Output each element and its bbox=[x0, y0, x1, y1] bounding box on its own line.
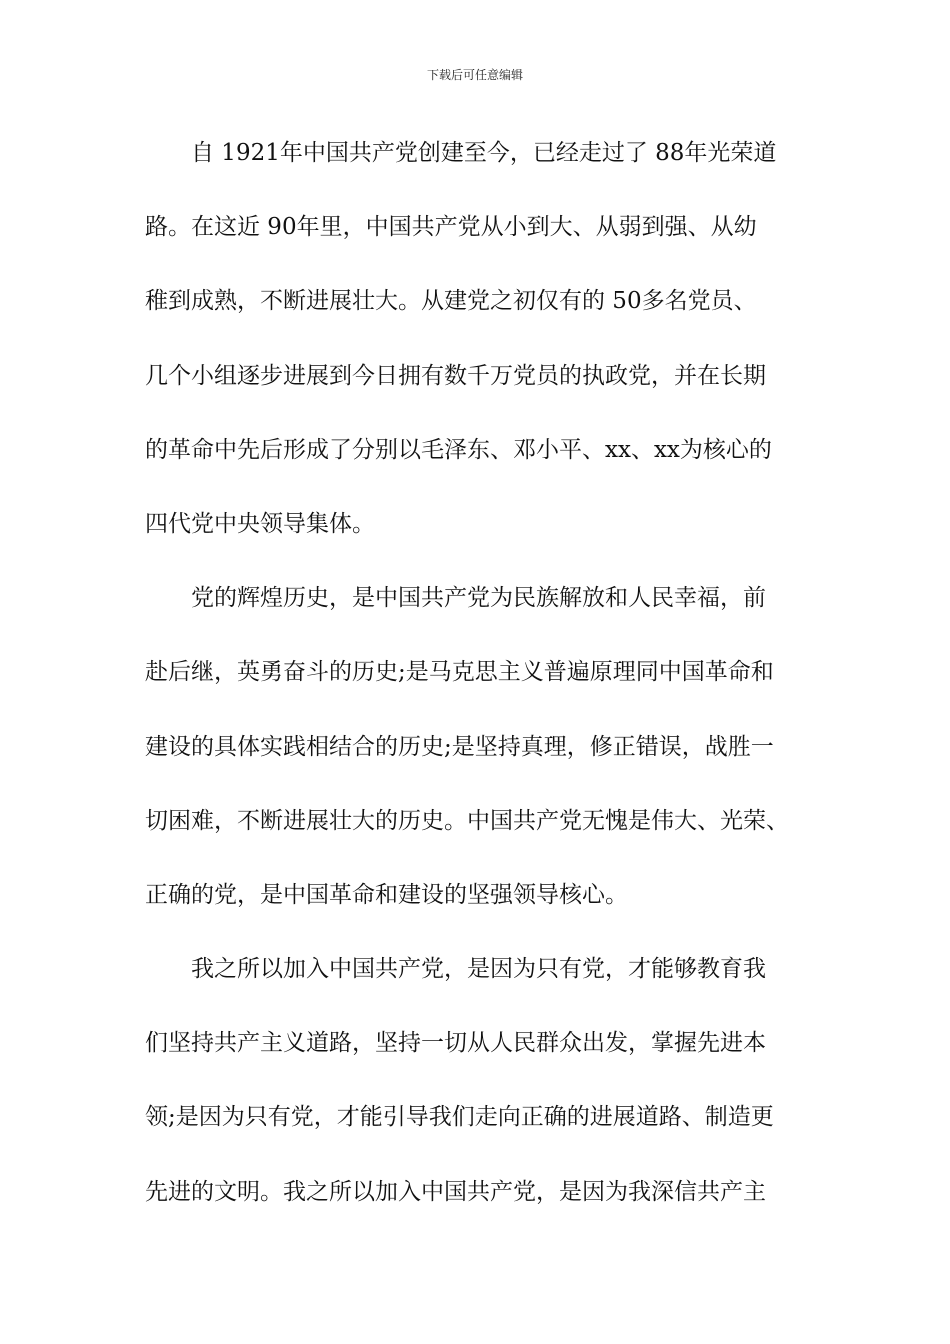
text-line: 路。在这近 90年里，中国共产党从小到大、从弱到强、从幼 bbox=[145, 214, 757, 241]
text-line: 的革命中先后形成了分别以毛泽东、邓小平、xx、xx为核心的 bbox=[145, 436, 772, 463]
text-line: 稚到成熟，不断进展壮大。从建党之初仅有的 50多名党员、 bbox=[145, 288, 757, 315]
text-line: 切困难，不断进展壮大的历史。中国共产党无愧是伟大、光荣、 bbox=[145, 807, 789, 834]
page-header-note: 下载后可任意编辑 bbox=[426, 68, 523, 82]
text-line: 建设的具体实践相结合的历史;是坚持真理，修正错误，战胜一 bbox=[145, 733, 774, 760]
text-line: 正确的党，是中国革命和建设的坚强领导核心。 bbox=[145, 881, 628, 908]
text-line: 领;是因为只有党，才能引导我们走向正确的进展道路、制造更 bbox=[145, 1104, 774, 1131]
text-line: 先进的文明。我之所以加入中国共产党，是因为我深信共产主 bbox=[145, 1178, 766, 1205]
text-line: 赴后继，英勇奋斗的历史;是马克思主义普遍原理同中国革命和 bbox=[145, 659, 774, 686]
text-line: 几个小组逐步进展到今日拥有数千万党员的执政党，并在长期 bbox=[145, 362, 766, 389]
document-body bbox=[145, 126, 820, 1239]
text-line: 们坚持共产主义道路，坚持一切从人民群众出发，掌握先进本 bbox=[145, 1030, 766, 1057]
text-line-paragraph-3-start: 我之所以加入中国共产党，是因为只有党，才能够教育我 bbox=[191, 956, 766, 983]
text-line-paragraph-1-start: 自 1921年中国共产党创建至今，已经走过了 88年光荣道 bbox=[191, 140, 777, 166]
text-line: 四代党中央领导集体。 bbox=[145, 510, 375, 537]
text-line-paragraph-2-start: 党的辉煌历史，是中国共产党为民族解放和人民幸福，前 bbox=[191, 585, 766, 612]
